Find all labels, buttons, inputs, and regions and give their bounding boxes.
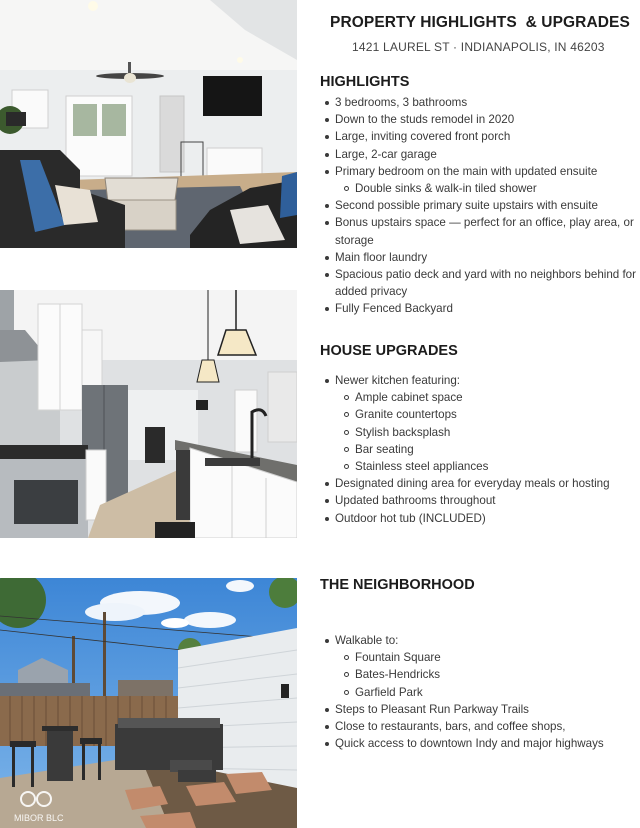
- list-item: Designated dining area for everyday meals or hosting: [335, 475, 640, 492]
- list-item: Steps to Pleasant Run Parkway Trails: [335, 701, 640, 718]
- mibor-watermark-text: MIBOR BLC: [14, 813, 64, 823]
- sub-list-item: Stainless steel appliances: [335, 458, 640, 475]
- sub-list-item: Bar seating: [335, 441, 640, 458]
- list-item: Spacious patio deck and yard with no neighbors behind for added privacy: [335, 266, 640, 300]
- list-item: Main floor laundry: [335, 249, 640, 266]
- list-item: Second possible primary suite upstairs with ensuite: [335, 197, 640, 214]
- list-item: Bonus upstairs space — perfect for an office, play area, or storage: [335, 214, 640, 248]
- sub-list-item: Stylish backsplash: [335, 424, 640, 441]
- list-item: Outdoor hot tub (INCLUDED): [335, 510, 640, 527]
- property-address: 1421 LAUREL ST · INDIANAPOLIS, IN 46203: [352, 40, 605, 54]
- neighborhood-heading: THE NEIGHBORHOOD: [320, 577, 475, 593]
- list-item: Quick access to downtown Indy and major highways: [335, 735, 640, 752]
- highlights-heading: HIGHLIGHTS: [320, 74, 410, 90]
- list-item: Close to restaurants, bars, and coffee shops,: [335, 718, 640, 735]
- list-item: Large, 2-car garage: [335, 146, 640, 163]
- sub-list-item: Double sinks & walk-in tiled shower: [335, 180, 640, 197]
- kitchen-photo: [0, 290, 297, 538]
- list-item: Down to the studs remodel in 2020: [335, 111, 640, 128]
- list-item: Large, inviting covered front porch: [335, 128, 640, 145]
- list-item: Primary bedroom on the main with updated ensuite: [335, 163, 640, 180]
- sub-list-item: Garfield Park: [335, 684, 640, 701]
- neighborhood-list: [320, 632, 640, 752]
- sub-list-item: Fountain Square: [335, 649, 640, 666]
- sub-list-item: Granite countertops: [335, 406, 640, 423]
- sub-list-item: Bates-Hendricks: [335, 666, 640, 683]
- page-title: PROPERTY HIGHLIGHTS & UPGRADES: [330, 14, 630, 31]
- living-room-photo: [0, 0, 297, 248]
- house-upgrades-list: [320, 372, 640, 527]
- list-item: Newer kitchen featuring:: [335, 372, 640, 389]
- backyard-photo: [0, 578, 297, 828]
- highlights-list: [320, 94, 640, 318]
- sub-list-item: Ample cabinet space: [335, 389, 640, 406]
- list-item: 3 bedrooms, 3 bathrooms: [335, 94, 640, 111]
- house-upgrades-heading: HOUSE UPGRADES: [320, 343, 458, 359]
- list-item: Updated bathrooms throughout: [335, 492, 640, 509]
- list-item: Walkable to:: [335, 632, 640, 649]
- list-item: Fully Fenced Backyard: [335, 300, 640, 317]
